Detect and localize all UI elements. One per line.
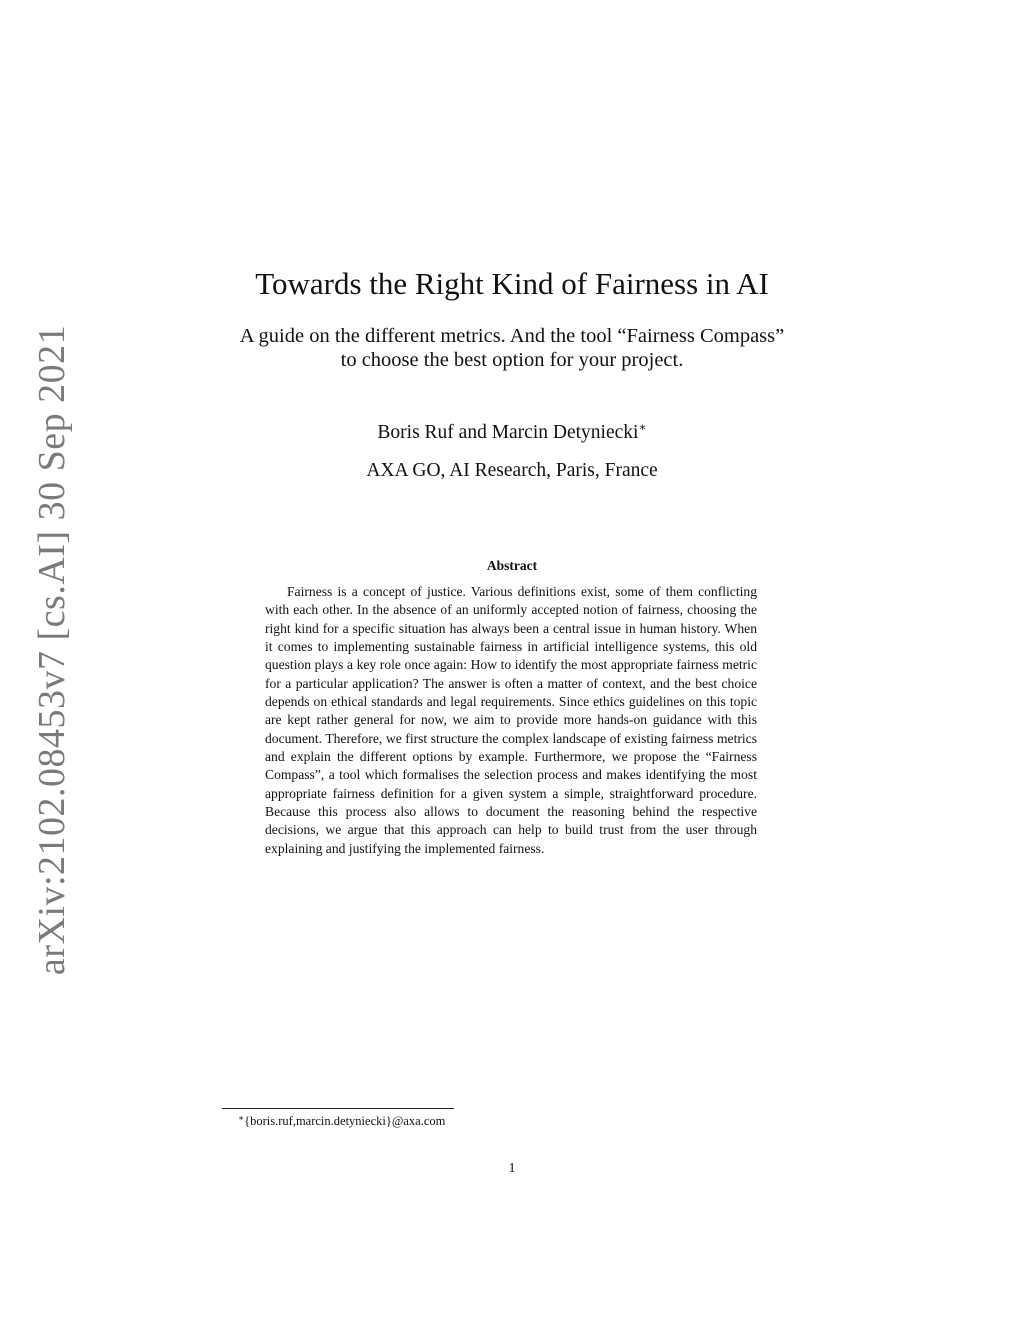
footnote-text: {boris.ruf,marcin.detyniecki}@axa.com (244, 1114, 446, 1128)
footnote-mark: ∗ (238, 1113, 245, 1123)
paper-title: Towards the Right Kind of Fairness in AI (255, 266, 769, 301)
abstract-body: Fairness is a concept of justice. Various definitions exist, some of them conflicting with each other. In the absence of an uniformly accepted notion of fairness, choosing the right kind for a specific situation has always been a central issue in human history. When it comes to implementing sustainable fairness in artificial intelligence systems, this old question plays a key role once again: How to identify the most appropriate fairness metric for a particular application? The answer is often a matter of context, and the best choice depends on ethical standards and legal requirements. Since ethics guidelines on this topic are kept rather general for now, we aim to provide more hands-on guidance with this document. Therefore, we first structure the complex landscape of existing fairness metrics and explain the different options by example. Furthermore, we propose the “Fairness Compass”, a tool which formalises the selection process and makes identifying the most appropriate fairness definition for a given system a simple, straightforward procedure. Because this process also allows to document the reasoning behind the respective decisions, we argue that this approach can help to build trust from the user through explaining and justifying the implemented fairness. (265, 584, 757, 856)
author-names: Boris Ruf and Marcin Detyniecki (377, 422, 639, 443)
page-number: 1 (508, 1161, 516, 1176)
author-list (0, 420, 1024, 444)
author-affiliation: AXA GO, AI Research, Paris, France (366, 460, 658, 481)
subtitle-line-2: to choose the best option for your project. (340, 349, 684, 371)
paper-subtitle (0, 324, 1024, 372)
subtitle-line-1: A guide on the different metrics. And the tool “Fairness Compass” (239, 325, 785, 347)
footnote-email (238, 1113, 445, 1129)
abstract-heading: Abstract (486, 558, 538, 573)
arxiv-identifier-stamp: arXiv:2102.08453v7 [cs.AI] 30 Sep 2021 (31, 324, 73, 976)
footnote-divider (222, 1108, 454, 1109)
author-footnote-mark: ∗ (638, 420, 647, 434)
